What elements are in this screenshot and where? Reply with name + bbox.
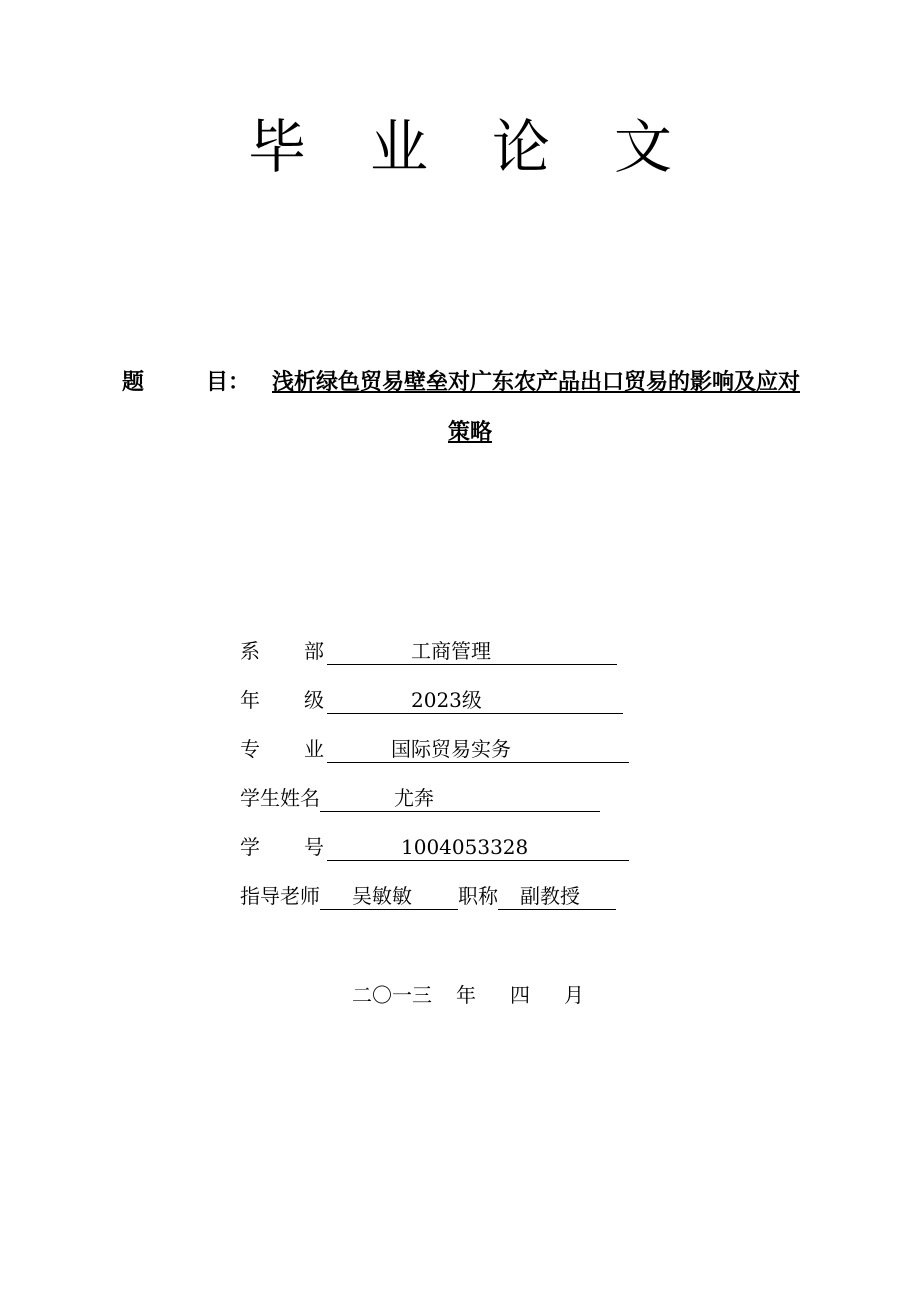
grade-value: 2023级 <box>411 688 482 712</box>
topic-title-line-2: 策略 <box>447 419 492 445</box>
date-month-unit: 月 <box>564 983 584 1007</box>
topic-label-char-1: 题 <box>122 369 145 395</box>
advisor-field <box>320 883 458 910</box>
student-id-label-b: 号 <box>304 835 324 859</box>
date-line <box>352 980 584 1010</box>
student-name-row <box>240 783 600 813</box>
department-field <box>327 638 617 665</box>
grade-field <box>327 687 623 714</box>
student-id-value: 1004053328 <box>401 835 529 859</box>
date-month: 四 <box>510 983 530 1007</box>
page-title <box>0 112 920 182</box>
advisor-rank-value: 副教授 <box>520 884 580 908</box>
student-name-label: 学生姓名 <box>240 786 320 810</box>
title-char-1: 毕 <box>247 113 306 181</box>
student-id-field <box>327 834 629 861</box>
major-field <box>327 736 629 763</box>
advisor-label: 指导老师 <box>240 884 320 908</box>
topic-title-line-1: 浅析绿色贸易壁垒对广东农产品出口贸易的影响及应对 <box>272 369 801 395</box>
major-row <box>240 734 629 764</box>
grade-label-b: 级 <box>304 688 324 712</box>
major-label-b: 业 <box>304 737 324 761</box>
department-value: 工商管理 <box>411 639 491 663</box>
advisor-rank-label: 职称 <box>458 884 498 908</box>
student-name-value: 尤奔 <box>394 786 434 810</box>
grade-label-a: 年 <box>240 688 260 712</box>
department-label-a: 系 <box>240 639 260 663</box>
advisor-rank-field <box>498 883 616 910</box>
topic-label <box>122 366 250 398</box>
topic-label-char-2: 目： <box>206 369 251 395</box>
major-label-a: 专 <box>240 737 260 761</box>
title-char-2: 业 <box>369 113 428 181</box>
title-char-3: 论 <box>492 113 551 181</box>
student-id-row <box>240 832 629 862</box>
department-label-b: 部 <box>304 639 324 663</box>
grade-row <box>240 685 623 715</box>
date-year-unit: 年 <box>456 983 476 1007</box>
student-name-field <box>320 785 600 812</box>
major-value: 国际贸易实务 <box>391 737 511 761</box>
department-row <box>240 636 617 666</box>
advisor-value: 吴敏敏 <box>352 884 412 908</box>
student-id-label-a: 学 <box>240 835 260 859</box>
title-char-4: 文 <box>614 113 673 181</box>
advisor-row <box>240 881 616 911</box>
date-year: 二〇一三 <box>352 983 432 1007</box>
